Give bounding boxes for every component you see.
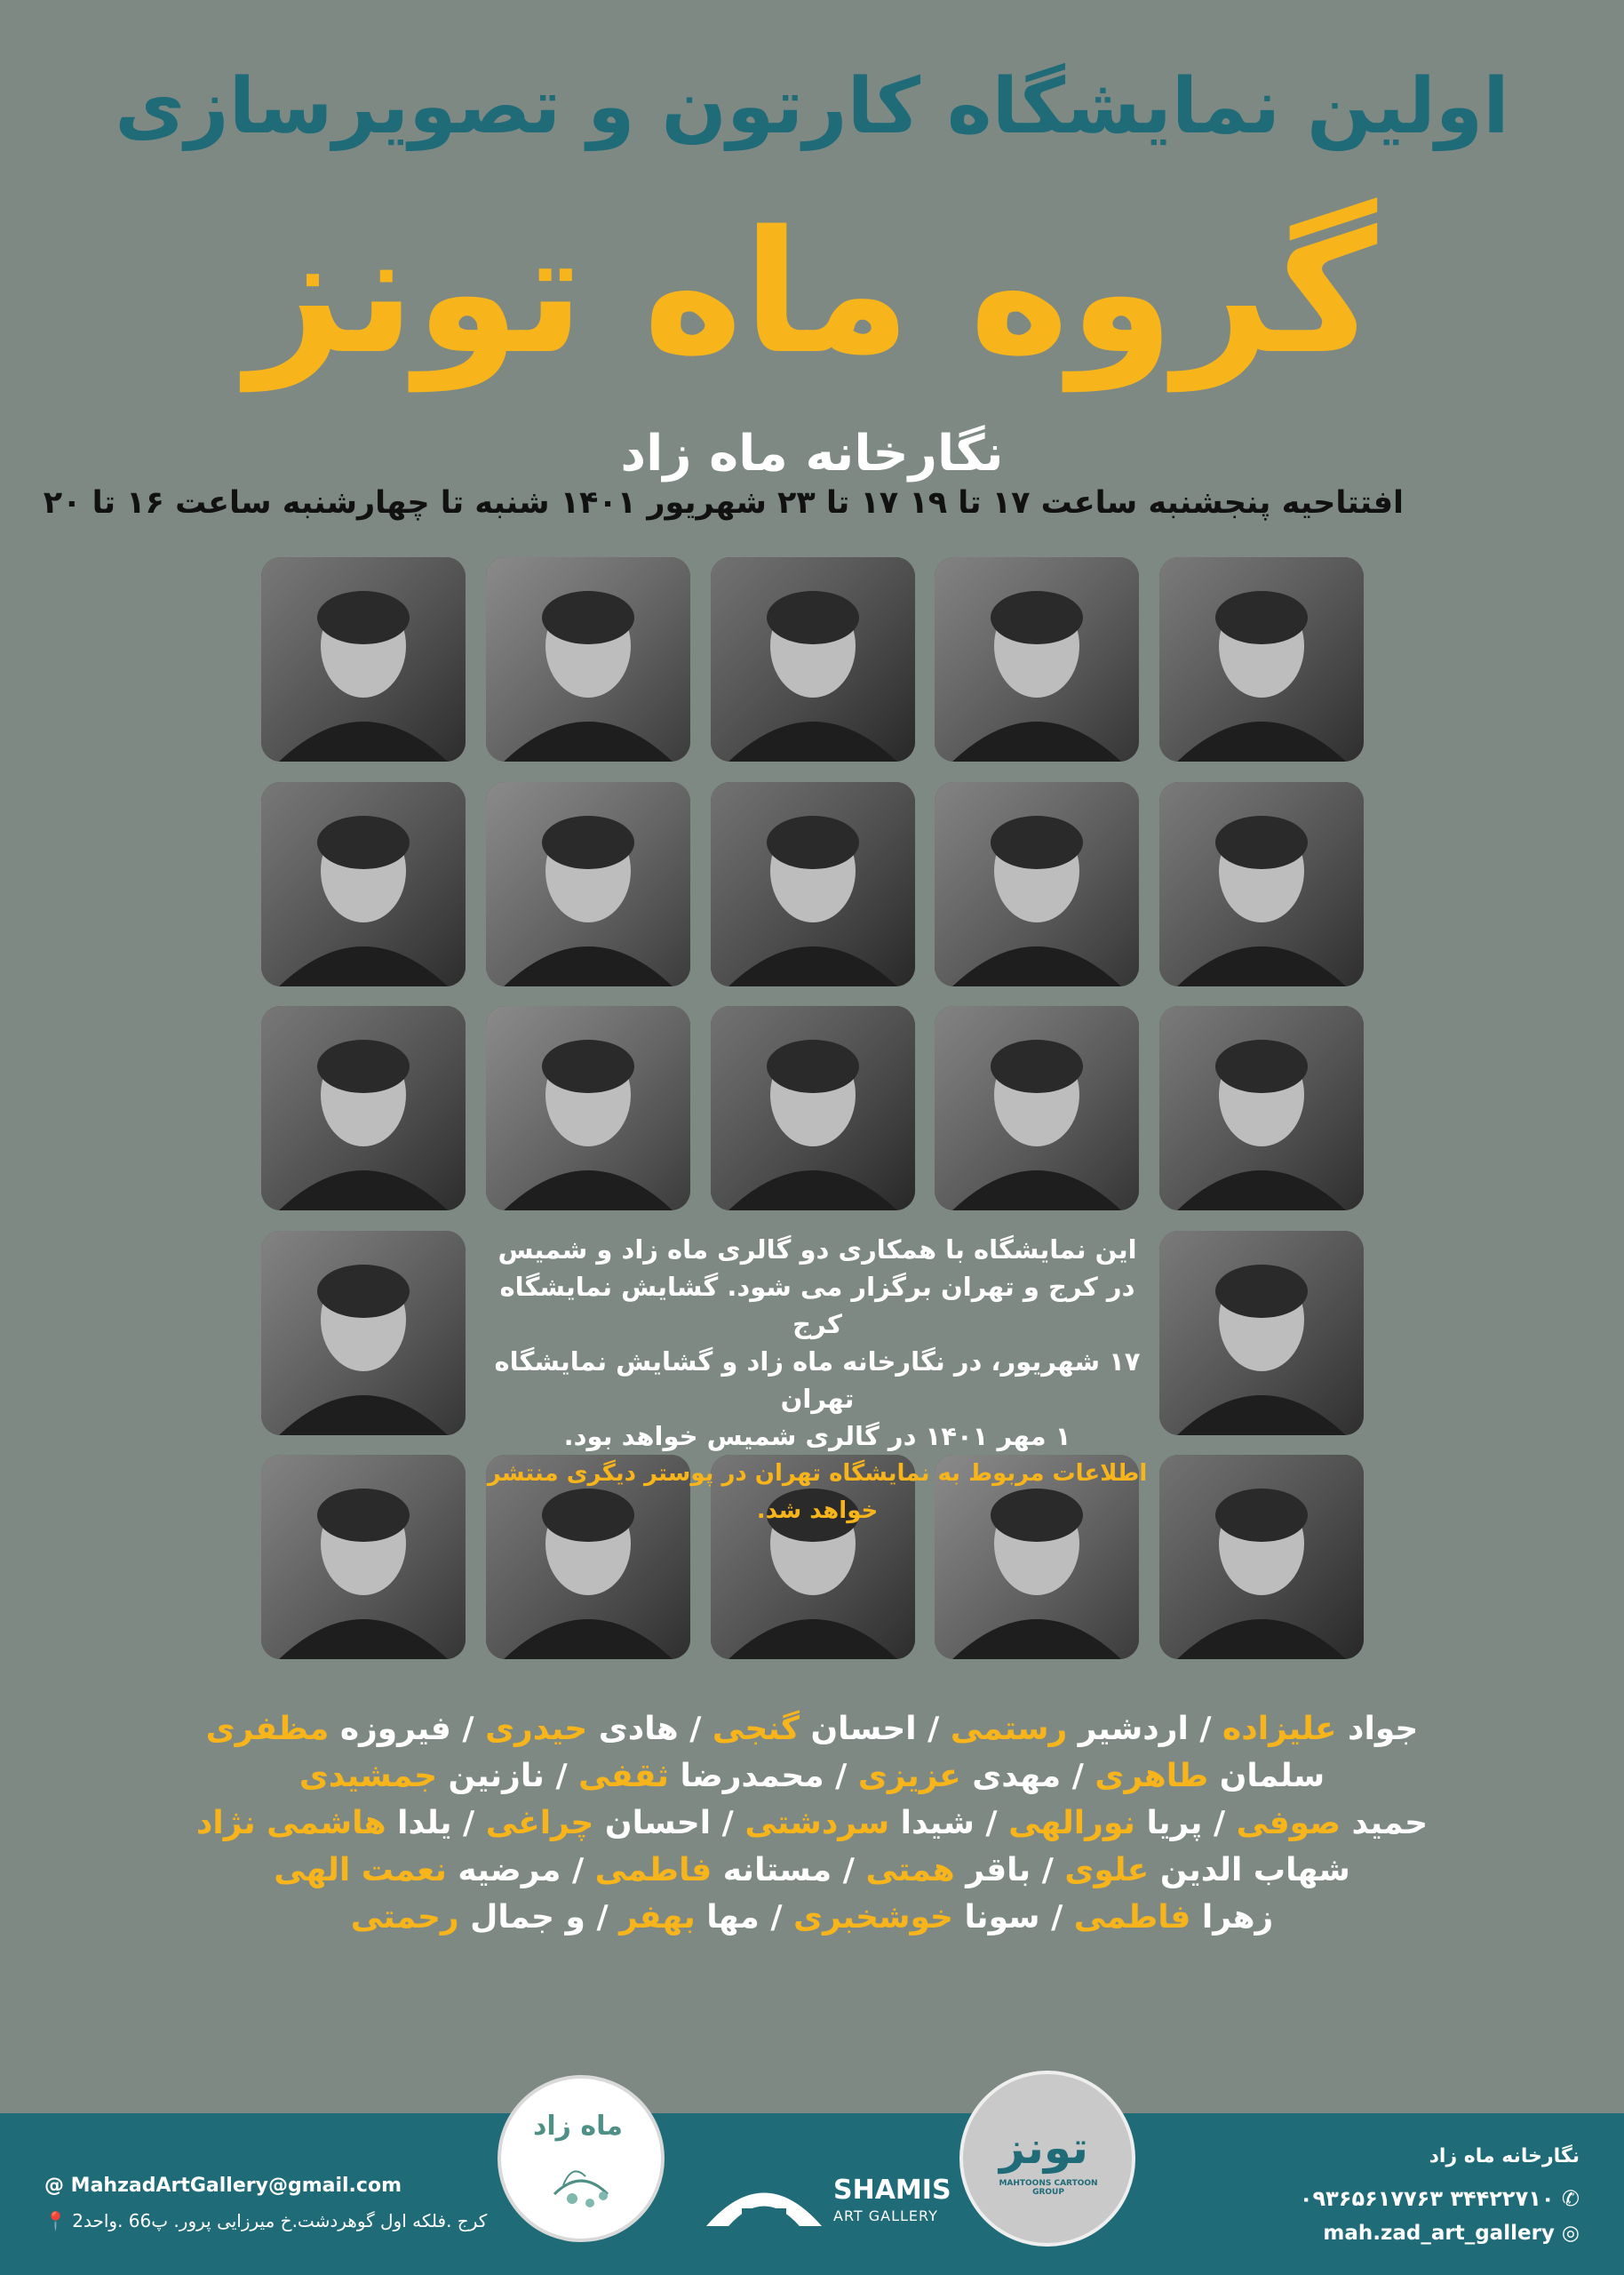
artist-first-name: فیروزه xyxy=(329,1711,451,1747)
artist-first-name: سلمان xyxy=(1208,1758,1325,1794)
artist-photo xyxy=(1159,1231,1364,1435)
mahzad-logo xyxy=(498,2075,665,2242)
artist-first-name: سونا xyxy=(953,1899,1040,1936)
artist-last-name: بهفر xyxy=(619,1899,696,1936)
phone-icon: ✆ xyxy=(1561,2186,1580,2211)
artist-first-name: مرضیه xyxy=(446,1852,561,1888)
artist-first-name: پریا xyxy=(1134,1805,1203,1841)
at-icon: @ xyxy=(44,2175,71,2197)
artist-first-name: اردشیر xyxy=(1067,1711,1189,1747)
name-separator: / xyxy=(824,1758,858,1794)
footer-gallery-name: نگارخانه ماه زاد xyxy=(1429,2145,1580,2167)
artist-last-name: عزیزی xyxy=(857,1758,961,1794)
artist-last-name: رحمتی xyxy=(350,1899,459,1936)
artist-photo xyxy=(1159,1006,1364,1210)
name-separator: / xyxy=(916,1711,951,1747)
artist-last-name: سردشتی xyxy=(744,1805,890,1841)
artist-photo xyxy=(935,1006,1139,1210)
artist-photo xyxy=(261,782,466,986)
artist-photo xyxy=(261,557,466,762)
exhibition-dates: افتتاحیه پنجشنبه ساعت ۱۷ تا ۱۹ ۱۷ تا ۲۳ شهریور ۱۴۰۱ شنبه تا چهارشنبه ساعت ۱۶ تا ۲۰ xyxy=(43,485,1404,521)
artist-first-name: مها xyxy=(695,1899,760,1936)
artist-photo xyxy=(711,782,915,986)
artist-last-name: مظفری xyxy=(205,1711,330,1747)
about-line: این نمایشگاه با همکاری دو گالری ماه زاد و شمیس xyxy=(498,1234,1137,1265)
name-separator: / xyxy=(1039,1899,1074,1936)
artist-first-name: احسان xyxy=(799,1711,917,1747)
location-pin-icon: 📍 xyxy=(44,2210,67,2231)
artist-photo xyxy=(486,557,690,762)
artist-photo xyxy=(486,782,690,986)
artist-last-name: نورالهی xyxy=(1008,1805,1135,1841)
gallery-name: نگارخانه ماه زاد xyxy=(620,425,1004,483)
instagram-handle[interactable] xyxy=(1323,2222,1580,2245)
artist-name-row xyxy=(178,1711,1446,1747)
name-separator: / xyxy=(1061,1758,1095,1794)
artist-photo xyxy=(1159,557,1364,762)
artist-last-name: جمشیدی xyxy=(299,1758,438,1794)
artist-photo xyxy=(935,557,1139,762)
artist-photo xyxy=(261,1006,466,1210)
artist-last-name: نعمت الهی xyxy=(274,1852,447,1888)
artist-name-row xyxy=(178,1758,1446,1794)
email-text: MahzadArtGallery@gmail.com xyxy=(70,2175,402,2197)
about-line: ۱ مهر ۱۴۰۱ در گالری شمیس خواهد بود. xyxy=(563,1421,1071,1451)
artist-first-name: مهدی xyxy=(960,1758,1062,1794)
artist-first-name: هادی xyxy=(587,1711,679,1747)
name-separator: / xyxy=(1202,1805,1237,1841)
artist-first-name: و جمال xyxy=(458,1899,585,1936)
artist-last-name: طاهری xyxy=(1095,1758,1209,1794)
artist-last-name: فاطمی xyxy=(594,1852,712,1888)
address-contact xyxy=(44,2210,487,2231)
name-separator: / xyxy=(450,1711,486,1747)
name-separator: / xyxy=(759,1899,794,1936)
artist-photo xyxy=(711,557,915,762)
artist-last-name: هاشمی نژاد xyxy=(195,1805,386,1841)
shamis-logo-icon xyxy=(702,2168,826,2231)
name-separator: / xyxy=(1188,1711,1223,1747)
name-separator: / xyxy=(678,1711,712,1747)
artist-first-name: شهاب الدین xyxy=(1149,1852,1350,1888)
about-line: در کرج و تهران برگزار می شود. گشایش نمایشگاه کرج xyxy=(499,1272,1135,1339)
mahzad-logo-text: ماه زاد xyxy=(533,2111,623,2142)
artist-first-name: جواد xyxy=(1336,1711,1419,1747)
group-title: گروه ماه تونز xyxy=(246,195,1378,391)
artist-last-name: همتی xyxy=(865,1852,955,1888)
name-separator: / xyxy=(544,1758,579,1794)
name-separator: / xyxy=(974,1805,1009,1841)
exhibition-subtitle: اولین نمایشگاه کارتون و تصویرسازی xyxy=(115,62,1509,151)
artist-last-name: خوشخبری xyxy=(793,1899,953,1936)
phone-numbers[interactable] xyxy=(1300,2186,1580,2211)
artist-photo xyxy=(711,1006,915,1210)
email-contact[interactable] xyxy=(44,2175,402,2197)
artist-photo xyxy=(935,782,1139,986)
artist-last-name: علوی xyxy=(1064,1852,1150,1888)
address-text: کرج .فلکه اول گوهردشت.خ میرزایی پرور. پ66 .واحد2 xyxy=(72,2210,488,2231)
name-separator: / xyxy=(561,1852,595,1888)
artist-first-name: یلدا xyxy=(386,1805,452,1841)
name-separator: / xyxy=(451,1805,486,1841)
artist-name-row xyxy=(178,1852,1446,1888)
mahtoons-logo-text: تونز xyxy=(999,2122,1088,2174)
artist-first-name: نازنین xyxy=(437,1758,545,1794)
instagram-text: mah.zad_art_gallery xyxy=(1323,2222,1555,2245)
artist-first-name: احسان xyxy=(593,1805,712,1841)
artist-first-name: باقر xyxy=(954,1852,1031,1888)
name-separator: / xyxy=(832,1852,866,1888)
artist-first-name: شیدا xyxy=(889,1805,975,1841)
artist-photo xyxy=(1159,1455,1364,1659)
artist-photo xyxy=(1159,782,1364,986)
artist-last-name: ثقفی xyxy=(578,1758,669,1794)
artist-photo xyxy=(261,1455,466,1659)
artist-last-name: چراغی xyxy=(485,1805,594,1841)
about-text xyxy=(480,1231,1155,1529)
name-separator: / xyxy=(1031,1852,1065,1888)
artist-last-name: حیدری xyxy=(485,1711,588,1747)
artist-last-name: فاطمی xyxy=(1073,1899,1191,1936)
artist-first-name: حمید xyxy=(1341,1805,1429,1841)
shamis-name: SHAMIS xyxy=(833,2175,951,2206)
artist-name-row xyxy=(178,1805,1446,1841)
artist-names xyxy=(178,1711,1446,1946)
artist-first-name: مستانه xyxy=(712,1852,832,1888)
artist-photo xyxy=(261,1231,466,1435)
shamis-subtitle: ART GALLERY xyxy=(833,2207,938,2224)
artist-first-name: محمدرضا xyxy=(668,1758,824,1794)
about-line: ۱۷ شهریور، در نگارخانه ماه زاد و گشایش نمایشگاه تهران xyxy=(494,1346,1141,1414)
name-separator: / xyxy=(711,1805,745,1841)
phone-text: ۰۹۳۶۵۶۱۷۷۶۳ ۳۴۴۲۲۷۱۰ xyxy=(1299,2186,1555,2211)
artist-last-name: صوفی xyxy=(1236,1805,1341,1841)
artist-last-name: علیزاده xyxy=(1222,1711,1337,1747)
artist-first-name: زهرا xyxy=(1190,1899,1274,1936)
artist-last-name: گنجی xyxy=(712,1711,800,1747)
mahtoons-logo-subtitle: MAHTOONS CARTOON GROUP xyxy=(999,2179,1098,2197)
name-separator: / xyxy=(585,1899,620,1936)
artist-name-row xyxy=(178,1899,1446,1936)
instagram-icon: ◎ xyxy=(1561,2222,1580,2245)
artist-photo xyxy=(486,1006,690,1210)
about-note: اطلاعات مربوط به نمایشگاه تهران در پوستر دیگری منتشر خواهد شد. xyxy=(487,1460,1148,1524)
artist-last-name: رستمی xyxy=(950,1711,1068,1747)
